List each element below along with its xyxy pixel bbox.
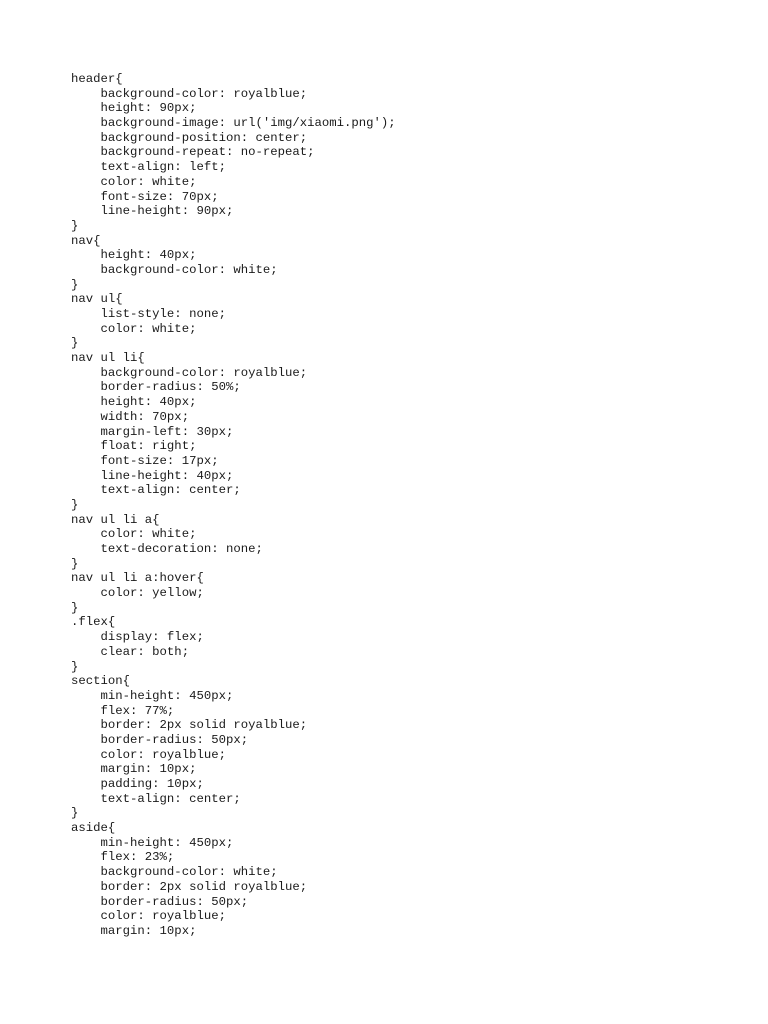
code-line: width: 70px; bbox=[71, 409, 190, 424]
code-line: background-color: white; bbox=[71, 865, 278, 880]
code-line: margin-left: 30px; bbox=[71, 424, 234, 439]
code-line: background-color: royalblue; bbox=[71, 86, 308, 101]
code-line: list-style: none; bbox=[71, 307, 226, 321]
code-line: flex: 23%; bbox=[71, 850, 175, 865]
code-line: } bbox=[71, 497, 79, 512]
code-line: border: 2px solid royalblue; bbox=[71, 879, 308, 894]
code-line: height: 40px; bbox=[71, 395, 197, 410]
code-line: text-decoration: none; bbox=[71, 542, 263, 556]
code-line: nav ul{ bbox=[71, 292, 123, 307]
code-line: nav{ bbox=[71, 233, 101, 248]
code-line: color: white; bbox=[71, 321, 197, 336]
code-line: .flex{ bbox=[71, 615, 116, 630]
code-line: background-repeat: no-repeat; bbox=[71, 145, 315, 160]
code-line: margin: 10px; bbox=[71, 762, 197, 777]
code-line: section{ bbox=[71, 674, 131, 689]
code-line: text-align: left; bbox=[71, 160, 226, 175]
code-line: nav ul li{ bbox=[71, 351, 145, 366]
code-line: } bbox=[71, 277, 79, 292]
code-line: } bbox=[71, 600, 79, 615]
code-line: header{ bbox=[71, 72, 123, 86]
code-line: min-height: 450px; bbox=[71, 835, 234, 850]
code-line: color: yellow; bbox=[71, 586, 204, 601]
code-line: } bbox=[71, 218, 79, 233]
code-line: } bbox=[71, 806, 79, 821]
code-line: font-size: 17px; bbox=[71, 453, 219, 468]
code-line: clear: both; bbox=[71, 644, 190, 659]
code-line: border: 2px solid royalblue; bbox=[71, 718, 308, 733]
code-line: line-height: 90px; bbox=[71, 204, 234, 219]
code-line: aside{ bbox=[71, 821, 116, 836]
code-line: background-color: white; bbox=[71, 262, 278, 277]
code-line: height: 40px; bbox=[71, 248, 197, 263]
code-line: font-size: 70px; bbox=[71, 189, 219, 204]
code-line: color: white; bbox=[71, 174, 197, 189]
code-line: border-radius: 50px; bbox=[71, 894, 249, 909]
code-line: } bbox=[71, 556, 79, 571]
code-line: float: right; bbox=[71, 439, 197, 454]
code-line: border-radius: 50%; bbox=[71, 380, 241, 395]
code-line: height: 90px; bbox=[71, 101, 197, 116]
code-line: text-align: center; bbox=[71, 791, 241, 806]
code-line: nav ul li a:hover{ bbox=[71, 571, 204, 586]
code-line: } bbox=[71, 336, 79, 351]
code-line: background-image: url('img/xiaomi.png'); bbox=[71, 116, 396, 131]
code-line: border-radius: 50px; bbox=[71, 732, 249, 747]
code-line: display: flex; bbox=[71, 630, 204, 645]
code-line: background-color: royalblue; bbox=[71, 365, 308, 380]
code-line: color: white; bbox=[71, 527, 197, 542]
code-line: margin: 10px; bbox=[71, 923, 197, 938]
code-line: nav ul li a{ bbox=[71, 512, 160, 527]
code-line: color: royalblue; bbox=[71, 747, 226, 762]
code-line: text-align: center; bbox=[71, 483, 241, 498]
code-line: } bbox=[71, 659, 79, 674]
code-line: line-height: 40px; bbox=[71, 468, 234, 483]
code-line: color: royalblue; bbox=[71, 909, 226, 924]
css-code-block bbox=[71, 72, 396, 939]
code-line: min-height: 450px; bbox=[71, 688, 234, 703]
code-line: padding: 10px; bbox=[71, 777, 204, 791]
code-line: background-position: center; bbox=[71, 130, 308, 145]
code-line: flex: 77%; bbox=[71, 703, 175, 718]
